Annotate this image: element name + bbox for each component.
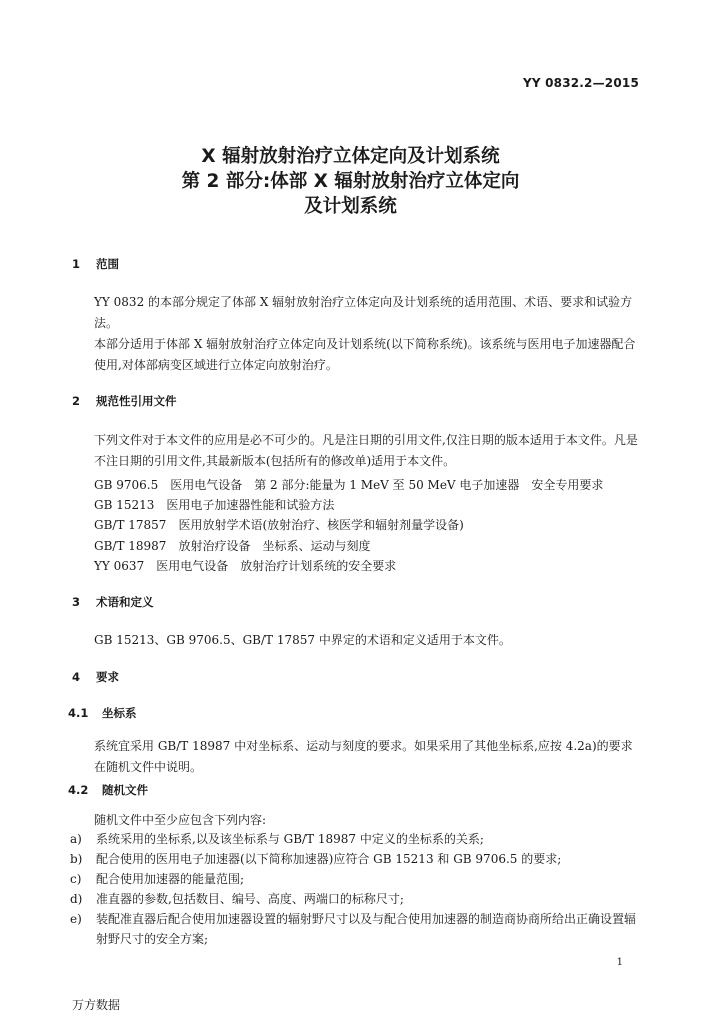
section-title: 范围 (96, 257, 119, 271)
list-text: 配合使用加速器的能量范围; (96, 872, 245, 886)
reference-item: YY 0637 医用电气设备 放射治疗计划系统的安全要求 (94, 559, 397, 573)
list-text: 系统采用的坐标系,以及该坐标系与 GB/T 18987 中定义的坐标系的关系; (96, 832, 484, 846)
reference-item: GB/T 17857 医用放射学术语(放射治疗、核医学和辐射剂量学设备) (94, 518, 464, 532)
section-4-heading (72, 669, 119, 685)
list-marker: c) (70, 872, 82, 886)
section-1-paragraph-2 (68, 334, 640, 376)
section-4-1-paragraph-1 (68, 736, 640, 778)
section-1-heading (72, 256, 119, 272)
list-marker: e) (70, 912, 82, 926)
reference-item: GB 9706.5 医用电气设备 第 2 部分:能量为 1 MeV 至 50 MeV 电子加速器 安全专用要求 (94, 478, 604, 492)
document-title-line-3: 及计划系统 (304, 196, 397, 217)
section-2-paragraph-1 (68, 430, 640, 472)
list-item (70, 889, 642, 909)
list-text: 装配准直器后配合使用加速器设置的辐射野尺寸以及与配合使用加速器的制造商协商所给出正确设置辐射野尺寸的安全方案; (96, 912, 637, 946)
section-number: 2 (72, 394, 81, 408)
section-4-2-heading (68, 782, 148, 798)
reference-item: GB/T 18987 放射治疗设备 坐标系、运动与刻度 (94, 539, 371, 553)
list-marker: b) (70, 852, 83, 866)
watermark: 万方数据 (72, 998, 121, 1012)
list-marker: a) (70, 832, 82, 846)
requirements-list (70, 829, 642, 949)
document-title-line-2: 第 2 部分:体部 X 辐射放射治疗立体定向 (181, 171, 520, 192)
section-number: 3 (72, 595, 81, 609)
document-title-line-1: X 辐射放射治疗立体定向及计划系统 (201, 146, 500, 167)
section-title: 要求 (96, 670, 119, 684)
section-3-heading (72, 594, 154, 610)
section-1-paragraph-1 (68, 292, 640, 334)
reference-item: GB 15213 医用电子加速器性能和试验方法 (94, 498, 335, 512)
section-number: 4.1 (68, 706, 89, 720)
standard-code: YY 0832.2—2015 (522, 76, 639, 90)
section-3-paragraph-1: GB 15213、GB 9706.5、GB/T 17857 中界定的术语和定义适用于本文件。 (94, 633, 511, 647)
list-text: 准直器的参数,包括数目、编号、高度、两端口的标称尺寸; (96, 892, 404, 906)
section-number: 4.2 (68, 783, 89, 797)
section-4-1-heading (68, 705, 137, 721)
paragraph-text: 本部分适用于体部 X 辐射放射治疗立体定向及计划系统(以下简称系统)。该系统与医用电子加速器配合使用,对体部病变区域进行立体定向放射治疗。 (94, 337, 636, 372)
section-title: 术语和定义 (96, 595, 154, 609)
list-item (70, 869, 642, 889)
list-item (70, 849, 642, 869)
paragraph-text: 下列文件对于本文件的应用是必不可少的。凡是注日期的引用文件,仅注日期的版本适用于本文件。凡是不注日期的引用文件,其最新版本(包括所有的修改单)适用于本文件。 (94, 433, 638, 468)
section-title: 坐标系 (102, 706, 137, 720)
paragraph-text: 系统宜采用 GB/T 18987 中对坐标系、运动与刻度的要求。如果采用了其他坐标系,应按 4.2a)的要求在随机文件中说明。 (94, 739, 633, 774)
section-title: 随机文件 (102, 783, 148, 797)
list-text: 配合使用的医用电子加速器(以下简称加速器)应符合 GB 15213 和 GB 9706.5 的要求; (96, 852, 562, 866)
list-item (70, 829, 642, 849)
section-number: 4 (72, 670, 81, 684)
list-item (70, 909, 642, 949)
page-number: 1 (616, 957, 623, 968)
list-marker: d) (70, 892, 83, 906)
section-2-heading (72, 393, 177, 409)
paragraph-text: YY 0832 的本部分规定了体部 X 辐射放射治疗立体定向及计划系统的适用范围、术语、要求和试验方法。 (94, 295, 633, 330)
section-title: 规范性引用文件 (96, 394, 177, 408)
section-number: 1 (72, 257, 81, 271)
section-4-2-intro: 随机文件中至少应包含下列内容: (94, 813, 267, 827)
